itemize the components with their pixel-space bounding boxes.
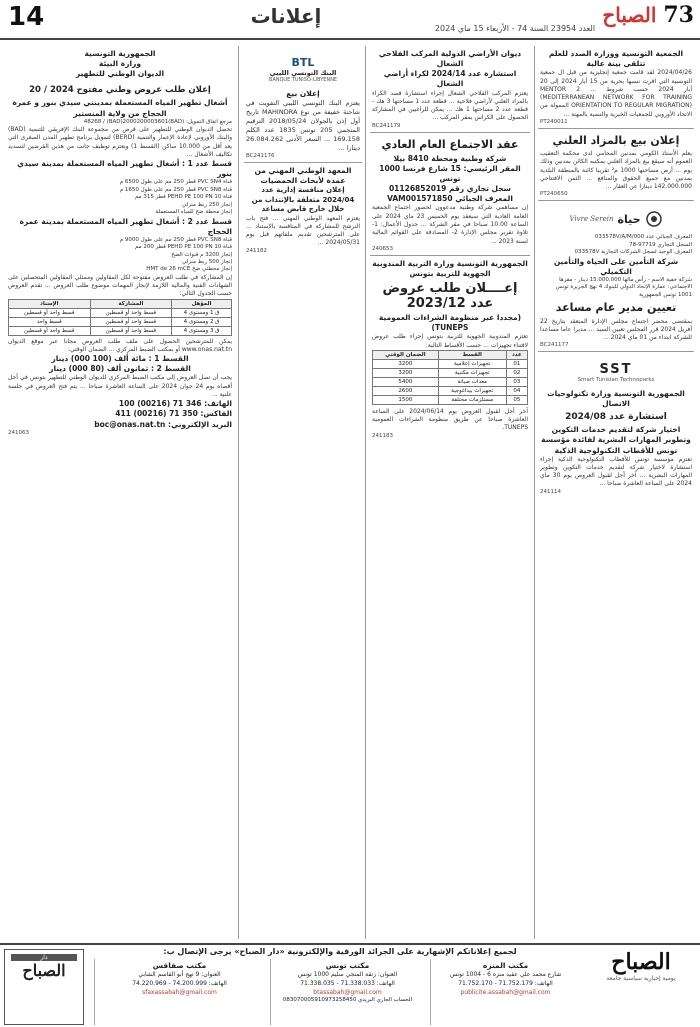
ad-land-office — [370, 46, 530, 133]
table-row — [373, 386, 528, 395]
ad-title: إعلان بيع بالمزاد العلني — [552, 133, 680, 147]
issue-line: العدد 23954 السنة 74 - الأربعاء 15 ماي 2024 — [434, 24, 596, 33]
table-header: المشاركة — [90, 299, 172, 308]
divider — [365, 46, 366, 939]
column-2 — [244, 46, 362, 939]
ad-body: يعلم الأستاذ الكومي بمدنين المحامي لدى محكمة التعقيب العموم أنه سيقع بيع بالمزاد العلني بمكتبه الكائن بمدنين وذلك يوم ... أرض مساحتها 1000 م² تقريبا كائنة بالمنطقة البلدية بمدنين مع جميع الحقوق والمنافع ... الثمن الافتتاحي 142.000.000 دينارا عن العقار ... — [540, 150, 692, 191]
sst-logo-sub: Smart Tunisian Technoparks — [577, 376, 655, 383]
table-row — [373, 395, 528, 404]
table-cell: 5400 — [373, 377, 439, 386]
ad-ref: 241182 — [246, 247, 267, 254]
ad-auction — [538, 129, 694, 202]
ad-title: المعهد الوطني المهني من عمدة لأبحاث الحمضيات — [254, 165, 352, 186]
btl-code: BTL — [291, 55, 315, 69]
footer-masthead — [586, 949, 696, 1025]
office-tunis — [270, 959, 424, 1025]
table-header: الضمان الوقتي — [373, 350, 439, 359]
table-cell: قسط واحد — [9, 317, 91, 326]
column-3 — [370, 46, 530, 939]
lot-item: إنجاز محطة ضخ للمياه المستعملة — [155, 209, 232, 216]
ad-number: استشارة عدد 2024/08 — [565, 411, 667, 422]
office-title: مكتب تونس — [325, 961, 370, 970]
company-id: المعرف الجبائي عدد 033578V/A/M/000 — [594, 234, 692, 241]
ad-body: يعتزم البنك التونسي الليبي التفويت في شاحنة خفيفة من نوع MAHINDRA تاريخ أول إذن بالجولان 2018/05/24 الترقيم المنجمي 205 تونس 1835 عدد الكلم 169.158 ... السعر الأدنى 26.084.262 دينارا ... — [246, 99, 361, 152]
funding-ref: مرجع اتفاق التمويل: (BAD)48268 / (BAD)2000200003601 — [83, 118, 232, 125]
contact-email: البريد الإلكتروني: boc@onas.nat.tn — [94, 419, 232, 429]
lot-title: قسط عدد 2 : أشغال تطهير المياه المستعملة بمدينة عمرة الحجاج — [19, 216, 232, 236]
lot-item: إنجاز محطتي ضخ HMT de 26 mCE — [146, 266, 232, 273]
qualification-table — [8, 299, 232, 336]
ad-ref: 241114 — [540, 488, 561, 495]
office-line: شارع محمد علي عقيد منزه 6 - 1004 تونس — [449, 971, 562, 979]
ad-ref: BC241176 — [246, 152, 275, 159]
ad-title: الجمعية التونسية ووزارة الصدد للعلم تتلقى بينة عالية — [548, 49, 684, 69]
lot-item: قناة PVC SN8 قطر 250 مم على طول 1650 م — [119, 186, 232, 193]
ad-ref: PT240650 — [540, 191, 568, 198]
ad-ref: 240653 — [372, 245, 393, 252]
table-cell: 3200 — [373, 368, 439, 377]
ad-title: وزارة البيئة — [98, 59, 142, 69]
ad-body: تحصل الديوان الوطني للتطهير على قرض من مجموعة البنك الإفريقي للتنمية (BAD) والبنك الأوروبي لإعادة الإعمار والتنمية (BERD) لتمويل برنامج تطهير المدن الصغرى التي يعد أقل من 10.000 ساكن (القسط 1) ويعتزم توظيف جانب من هذين القرضين لتسديد تكاليف الأشغال ... — [8, 126, 233, 158]
section-title: إعلانات — [250, 4, 322, 28]
lot-item: قناة PVC SN8 قطر 250 مم على طول 9000 م — [119, 236, 232, 243]
small-logo-tag: دار — [11, 954, 77, 961]
ad-body: تعتزم المندوبية الجهوية للتربية بتونس إجراء طلب عروض لاقتناء تجهيزات ... حسب الأقساط التالية: — [372, 333, 528, 349]
table-row — [373, 377, 528, 386]
masthead — [602, 2, 694, 36]
lots-table — [372, 350, 528, 405]
bank-account: الحساب الجاري البريدي 083070005910973258450 — [282, 997, 413, 1004]
ad-title: تعيين مدير عام مساعد — [555, 301, 677, 315]
ad-ref: 241063 — [8, 429, 29, 436]
ad-title: إعلان بيع — [286, 89, 320, 98]
contact-line: الفاكس: 350 71 (00216) 411 — [115, 409, 232, 419]
hayett-slogan: Vivre Serein — [569, 215, 614, 224]
office-email[interactable]: btassabah@gmail.com — [313, 988, 382, 996]
hayett-name: حياة — [617, 212, 641, 226]
company-id: السجل التجاري 97719-78 — [629, 241, 692, 248]
company-id: المعرف الجبائي VAM001571850 — [387, 194, 513, 204]
ad-ref: BC241177 — [540, 342, 569, 349]
ad-title: ديوان الأراضي الدولية المركب الفلاحي الشعال — [378, 49, 522, 69]
ad-subtitle: أشغال تطهير المياه المستعملة بمدينتي سيدي بنور و عمرة الحجاج من ولاية المنستير — [12, 98, 228, 118]
office-email[interactable]: publicite.assabah@gmail.com — [460, 988, 551, 996]
office-email[interactable]: sfaxassabah@gmail.com — [142, 988, 217, 996]
table-cell: 1500 — [373, 395, 439, 404]
ad-number: استشارة عدد 2024/14 لكراء أراضي الشعال — [383, 69, 517, 89]
company-info: شركة خفية الاسم - رأس مالها 15.000.000 دينار - مقرها الاجتماعي: عمارة الإتحاد الدولي للبنوك 4 نهج الجزيرة تونس 1001 تونس الجمهورية — [555, 276, 692, 298]
office-line: الهاتف: 74.200.999 - 74.220.969 — [132, 979, 227, 987]
table-cell: تجهيزات مكتبية — [438, 368, 506, 377]
office-title: مكتب المنزه — [482, 961, 529, 970]
ad-title: الجمهورية التونسية وزارة تكنولوجيات الاتصال — [547, 389, 685, 409]
ad-btl-sale — [244, 46, 362, 163]
sst-logo — [540, 355, 692, 389]
table-header: عدد — [506, 350, 527, 359]
company-id: المقر الرئيسي: 15 شارع فرنسا 1000 تونس — [379, 163, 521, 184]
ad-sst — [538, 352, 694, 497]
masthead-number: 73 — [663, 2, 694, 28]
office-line: الهاتف: 71.752.179 - 71.752.170 — [458, 979, 553, 987]
ad-number: إعلان طلب عروض وطني مفتوح 2024 / 20 — [29, 85, 211, 96]
divider — [238, 46, 239, 939]
table-cell: قسط واحد أو قسطين — [90, 308, 172, 317]
table-header: الإسناد — [9, 299, 91, 308]
ad-institute-competition — [244, 163, 362, 257]
lot-item: قناة PVC SN4 قطر 250 مم على طول 6500 م — [119, 179, 232, 186]
footer-masthead-name: الصباح — [611, 949, 671, 975]
ad-association — [538, 46, 694, 129]
ad-onas-tender — [6, 46, 234, 439]
small-logo-name: الصباح — [22, 961, 66, 980]
guarantee-line: القسط 1 : مائة ألف (100 000) دينار — [51, 354, 189, 364]
ad-number: إعلان منافسة إدارية عدد 2024/04 متعلقة بالإنتداب من خلال خارج قابض مساعد — [251, 186, 355, 214]
table-cell: ق 2 ومستوى 4 — [172, 317, 232, 326]
ad-body: يمكن للمترشحين الحصول على ملف طلب العروض مجانا عبر موقع الديوان www.onas.nat.tn أو بمكتب الضبط المركزي ... الضمان الوقتي: — [8, 337, 232, 353]
ad-subtitle: شركة وطنية ومحطة 8410 بيلا — [393, 153, 507, 163]
ad-number: إعــــلان طلب عروض عدد 2023/12 — [382, 281, 518, 312]
footer-small-logo — [4, 949, 84, 1025]
table-cell: 05 — [506, 395, 527, 404]
ad-body: يعتزم المركب الفلاحي الشعال إجراء استشارة قصد الكراء بالمزاد العلني لأراضي فلاحية ... قطعة عدد 1 مساحتها 3 هك - قطعة عدد 2 مساحتها 1 هك ... يمكن للراغبين في المشاركة الحصول على الكراس بمقر المركب ... — [372, 89, 529, 122]
lot-item: قناة PEHD PE 100 PN 10 قطر 315 مم — [134, 194, 232, 201]
company-id: سجل تجاري رقم 01126852019 — [388, 184, 512, 194]
table-cell: 02 — [506, 368, 527, 377]
company-id: المعرف الوحيد لسجل الشركات التجارية 033578V — [574, 249, 692, 256]
office-sfax — [94, 959, 264, 1025]
btl-name: البنك التونسي الليبي — [269, 68, 337, 77]
ad-body: إن مساهمي شركة وطنية مدعوون لحضور اجتماع الجمعية العامة العادية التي سيعقد يوم الخميس 23 ماي 2024 على الساعة 10.00 صباحا في مقر الشركة ... جدول الأعمال: 1- تلاوة تقرير مجلس الإدارة 2- المصادقة على القوائم المالية لسنة 2023 ... — [372, 204, 528, 245]
ad-general-meeting — [370, 133, 530, 256]
guarantee-line: القسط 2 : ثمانون ألف (80 000) دينار — [49, 364, 191, 374]
hayett-logo — [540, 204, 692, 234]
lot-item: إنجاز 500 ربط منزلي — [181, 259, 232, 266]
ad-title: الديوان الوطني للتطهير — [75, 69, 165, 79]
btl-logo — [246, 49, 360, 89]
ad-body: بمقتضى محضر اجتماع مجلس الإدارة المنعقد بتاريخ 22 أفريل 2024 قرر المجلس تعيين السيد ... مديرا عاما مساعدا للشركة ابتداء من 01 ماي 2024 ... — [540, 317, 692, 342]
office-line: العنوان: 9 نهج أبو القاسم الشابي — [138, 971, 221, 979]
table-cell: قسط واحد أو قسطين — [90, 326, 172, 335]
table-cell: 3200 — [373, 359, 439, 368]
table-cell: تجهيزات بيداغوجية — [438, 386, 506, 395]
ad-body: تعتزم مؤسسة تونس للأقطاب التكنولوجية الذكية إجراء استشارة لاختيار شركة لتقديم خدمات التكوين وتطوير المهارات البشرية ... آخر أجل لقبول العروض يوم 30 ماي 2024 على الساعة العاشرة صباحا ... — [540, 455, 692, 488]
table-cell: 03 — [506, 377, 527, 386]
column-4 — [538, 46, 694, 939]
sst-logo-text: SST — [599, 361, 633, 377]
page-header — [0, 0, 700, 40]
table-cell: قسط واحد أو قسطين — [9, 308, 91, 317]
ad-title: الجمهورية التونسية وزارة التربية المندوبية الجهوية للتربية بتونس — [372, 258, 528, 278]
table-cell: ق 1 ومستوى 4 — [172, 308, 232, 317]
table-cell: قسط واحد أو قسطين — [9, 326, 91, 335]
table-row — [9, 326, 232, 335]
lot-item: إنجاز 250 ربط منزلي — [181, 201, 232, 208]
ad-ref: 241183 — [372, 432, 393, 439]
table-row — [373, 359, 528, 368]
lot-item: قناة PEHD PE 100 PN 10 قطر 200 مم — [134, 244, 232, 251]
table-cell: قسط واحد أو قسطين — [90, 317, 172, 326]
divider — [534, 46, 535, 939]
table-header: القسط — [438, 350, 506, 359]
ad-subtitle: (مجددا عبر منظومة الشراءات العمومية TUNEPS) — [378, 313, 522, 333]
lot-title: قسط عدد 1 : أشغال تطهير المياه المستعملة بمدينة سيدي بنور — [17, 159, 232, 179]
ad-hayett — [538, 201, 694, 352]
btl-name-en: BANQUE TUNISO-LIBYENNE — [268, 76, 338, 83]
ad-ref: BC241179 — [372, 122, 401, 129]
ad-ref: PT240011 — [540, 118, 568, 125]
hayett-logo-icon — [645, 210, 663, 228]
table-row — [9, 317, 232, 326]
ad-title: الجمهورية التونسية — [84, 49, 156, 58]
page-number: 14 — [8, 2, 45, 32]
ad-subtitle: شركة التأمين على الحياة والتأمين التكميلي — [553, 256, 679, 276]
table-cell: 01 — [506, 359, 527, 368]
table-row — [373, 368, 528, 377]
ad-title: عقد الاجتماع العام العادي — [381, 137, 519, 151]
table-cell: ق 3 ومستوى 4 — [172, 326, 232, 335]
ad-footer-text: آخر أجل لقبول العروض يوم 2024/06/14 على الساعة العاشرة صباحا عن طريق منظومة الشراءات العمومية TUNEPS. — [372, 407, 528, 432]
table-cell: مستلزمات مختلفة — [438, 395, 506, 404]
column-1 — [6, 46, 234, 939]
table-cell: معدات صيانة — [438, 377, 506, 386]
ad-education-tender — [370, 256, 530, 442]
table-cell: 04 — [506, 386, 527, 395]
office-line: الهاتف: 71.338.033 - 71.338.035 — [300, 979, 395, 987]
office-manzah — [430, 959, 580, 1025]
office-line: العنوان: زنقة المنجي سليم 1000 تونس — [297, 971, 398, 979]
table-header: المؤهل — [172, 299, 232, 308]
ad-body: 2024/04/26 لقد قامت جمعية إنجليزية من قبل ال جمعية التونسية التي اقرت نسبها بحرية من 15 أيار 2024 إلى 20 أيار 2024 حسب شروط ... MENTOR 2 (MEDITERRANEAN NETWORK FOR TRAINING ORIENTATION TO REGULAR MIGRATION) الممولة من الاتحاد الأوروبي للجمعيات الخيرية والتنمية بالمهنة ... — [540, 69, 693, 118]
office-title: مكتب صفاقس — [152, 961, 207, 970]
table-row — [9, 308, 232, 317]
table-cell: تجهيزات إعلامية — [438, 359, 506, 368]
footer — [0, 943, 700, 1027]
ad-body: يعتزم المعهد الوطني المهني ... فتح باب الترشح للمشاركة في المنافسة بالإستناد ... على المترشحين تقديم ملفاتهم قبل يوم 2024/05/31 ... — [246, 214, 360, 247]
footer-title: لجميع إعلاناتكم الإشهارية على الجرائد الورقية والإلكترونية «دار الصباح» يرجى الإتصال ب: — [163, 947, 517, 956]
ad-body: يجب أن تصل العروض إلى مكتب الضبط المركزي للديوان الوطني للتطهير بتونس في أجل أقصاه يوم 24 جوان 2024 على الساعة العاشرة صباحا ... يتم فتح العروض في جلسة علنية ... — [8, 374, 232, 398]
contact-line: الهاتف: 346 71 (00216) 100 — [118, 399, 232, 409]
ad-subtitle: اختيار شركة لتقديم خدمات التكوين وتطوير المهارات البشرية لفائدة مؤسسة تونس للأقطاب التكنولوجية الذكية — [541, 425, 691, 455]
footer-tagline: يومية إخبارية سياسية جامعة — [606, 975, 676, 982]
masthead-name: الصباح — [602, 3, 657, 27]
table-cell: 2600 — [373, 386, 439, 395]
ad-body: إن المشاركة في طلب العروض مفتوحة لكل المقاولين وممثلي المقاولين المتحصلين على الشهادات الفنية والمالية اللازمة لإنجاز المهمات موضوع طلب العروض ... تقدم العروض حسب الجدول التالي: — [8, 273, 232, 298]
lot-item: إنجاز 3200 م قنوات الضخ — [171, 251, 232, 258]
